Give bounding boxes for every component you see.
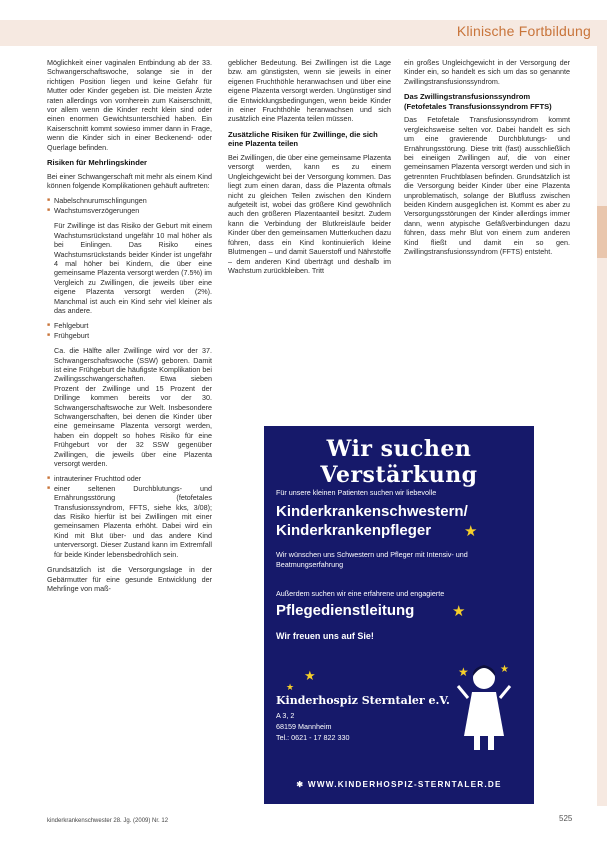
svg-text:★: ★ [500,664,509,675]
ad-requirements: Wir wünschen uns Schwestern und Pfleger mit Intensiv- und Beatmungserfahrung [276,550,468,569]
paragraph: Bei einer Schwangerschaft mit mehr als einem Kind können folgende Komplikationen gehäuft auftreten: [47,171,212,191]
section-header [0,20,607,46]
risk-list [47,474,212,559]
publication-footer: kinderkrankenschwester 28. Jg. (2009) Nr. 12 [47,818,169,824]
paragraph: Bei Zwillingen, die über eine gemeinsame Plazenta versorgt werden, kann es zu einem Ungleichgewicht bei der Versorgung kommen. Das liegt zum einen daran, dass die Plazenta oftmals nicht zu gleichen Teilen zwischen den Kindern aufgeteilt ist, wobei das größere Kind gewöhnlich auch den größeren Plazentaanteil besitzt. Zudem kann die Verbindung der Blutkreisläufe beider Kinder über den gemeinsamen Mutterkuchen dazu führen, dass ein Kind kontinuierlich kleine Blutmengen – und damit Sauerstoff und Nährstoffe – dem anderen Kind überträgt und deshalb im Wachstum zurückbleiben. Tritt [228,153,392,275]
address-line: 68159 Mannheim [276,722,332,731]
subheading: Zusätzliche Risiken für Zwillinge, die sich eine Plazenta teilen [228,129,378,149]
paragraph: geblicher Bedeutung. Bei Zwillingen ist die Lage bzw. am günstigsten, wenn sie jeweils in einer eigenen Fruchthöhle heranwachsen und über eine eigene Plazenta versorgt werden. Ungünstiger sind die Entwicklungsbedingungen, wenn beide Kinder in einer Fruchthöhle heranwachsen und sich zusätzlich eine Plazenta teilen müssen. [228,58,392,124]
risk-list [47,196,212,215]
ad-position-lead: Pflegedienstleitung [276,602,415,619]
subheading: Risiken für Mehrlingskinder [47,158,148,168]
section-title: Klinische Fortbildung [456,23,591,39]
job-advertisement [264,426,534,804]
organization-name: Kinderhospiz Sterntaler e.V. [276,694,450,707]
website-link[interactable]: ✱ WWW.KINDERHOSPIZ-STERNTALER.DE [296,780,502,789]
ad-intro-text: Für unsere kleinen Patienten suchen wir liebevolle [276,488,437,497]
paragraph: Möglichkeit einer vaginalen Entbindung ab der 33. Schwangerschaftswoche, solange sie in der richtigen Position liegen und keine Gefahr für Mutter oder Kinder gegeben ist. Die meisten Ärzte raten allerdings von vornherein zum Kaiserschnitt, vor allem wenn die Kinder recht klein sind oder einen enormen Gewichtsunterschied haben. Ein Kaiserschnitt kommt sowieso immer dann in Frage, wenn die Kinder sich in einer Beckenend- oder Querlage befinden. [47,58,212,152]
list-item: ■ Fehlgeburt [47,321,212,330]
list-item: ■ Frühgeburt [47,331,212,340]
star-icon: ★ [452,603,466,620]
list-item: ■ einer seltenen Durchblutungs- und Ernährungsstörung (fetofetales Transfusionssyndrom, FFTS, siehe kks, 3/08); das Risiko hierfür ist bei Zwillingen mit einer gemeinsamen Plazenta erhöht. Dabei wird ein Kind mit Blut über- und das andere Kind unterversorgt. Dieser Zustand kann im Extremfall für beide Kinder lebensbedrohlich sein. [47,484,212,559]
paragraph: Das Fetofetale Transfusionssyndrom kommt vergleichsweise selten vor. Dabei handelt es sich um eine gravierende Durchblutungs- und Ernährungsstörung. Diese tritt (fast) ausschließlich bei eineiigen Zwillingen auf, die von einer gemeinsamen Plazenta versorgt werden und sich in getrennten Fruchtblasen befinden. Grundsätzlich ist die Versorgung beider Kinder über eine Plazenta unproblematisch, solange der Blutfluss zwischen beiden Kindern ausgeglichen ist. Kommt es aber zu Versorgungsstörungen der Kinder allerdings immer dann, wenn atypische Gefäßverbindungen dazu führen, dass mehr Blut von einem zum anderen Kind fließt und damit ein so gen. Zwillingstransfusionssyndrom (FFTS) entsteht. [404,115,570,257]
star-icon: ★ [286,682,295,692]
list-item: ■ Wachstumsverzögerungen [47,206,212,215]
star-icon: ★ [304,668,316,683]
phone-line: Tel.: 0621 - 17 822 330 [276,733,350,742]
ad-call-to-action: Wir freuen uns auf Sie! [276,631,374,641]
address-line: A 3, 2 [276,711,295,720]
address-block [276,710,350,743]
list-item-detail: Ca. die Hälfte aller Zwillinge wird vor der 37. Schwangerschaftswoche (SSW) geboren. Damit ist eine Frühgeburt die häufigste Komplikation bei Zwillingsschwangerschaften. Etwa sieben Prozent der Zwillinge und 15 Prozent der Drillinge kommen bereits vor der 30. Schwangerschaftswoche zur Welt. Insbesondere Schwangerschaften, bei denen die Kinder über eine gemeinsame Plazenta versorgt werden, haben ein doppelt so hohes Risiko für eine Frühgeburt vor der 32 SSW gegenüber Zwillingen, die jeweils über eine Plazenta versorgt werden. [54,346,212,469]
margin-tab [597,206,607,258]
paragraph: Grundsätzlich ist die Versorgungslage in der Gebärmutter für eine gesunde Entwicklung der Mehrlinge von maß- [47,565,212,593]
risk-list [47,321,212,340]
ad-intro-text-2: Außerdem suchen wir eine erfahrene und engagierte [276,589,445,598]
list-item-detail: Für Zwillinge ist das Risiko der Geburt mit einem Wachstumsrückstand ungefähr 10 mal höher als bei Einlingen. Das Risiko eines Wachstumsrückstands beider Kinder ist ungefähr 4 mal höher bei Kindern, die über eine gemeinsame Plazenta versorgt werden (7.5%) im Vergleich zu Zwillingen, die jeweils über eine eigene Plazenta versorgt werden (2%). Manchmal ist auch ein Kind sehr viel kleiner als das andere. [54,221,212,315]
text-column-3 [404,58,570,263]
list-item: ■ Nabelschnurumschlingungen [47,196,212,205]
subheading: Das Zwillingstransfusionssyndrom (Fetofetales Transfusionssyndrom FFTS) [404,92,552,111]
page-number: 525 [559,814,573,823]
list-item: ■ intrauteriner Fruchttod oder [47,474,212,483]
ad-position-nurses: Kinderkrankenschwestern/ Kinderkrankenpfleger [276,503,468,539]
child-illustration [454,658,514,758]
text-column-1 [47,58,212,599]
paragraph: ein großes Ungleichgewicht in der Versorgung der Kinder ein, so handelt es sich um das so genannte Zwillingstransfusionssyndrom. [404,58,570,86]
ad-title: Wir suchen Verstärkung [320,436,478,488]
svg-text:★: ★ [458,665,469,679]
star-icon: ★ [464,523,478,540]
margin-strip [597,46,607,806]
text-column-2 [228,58,391,281]
